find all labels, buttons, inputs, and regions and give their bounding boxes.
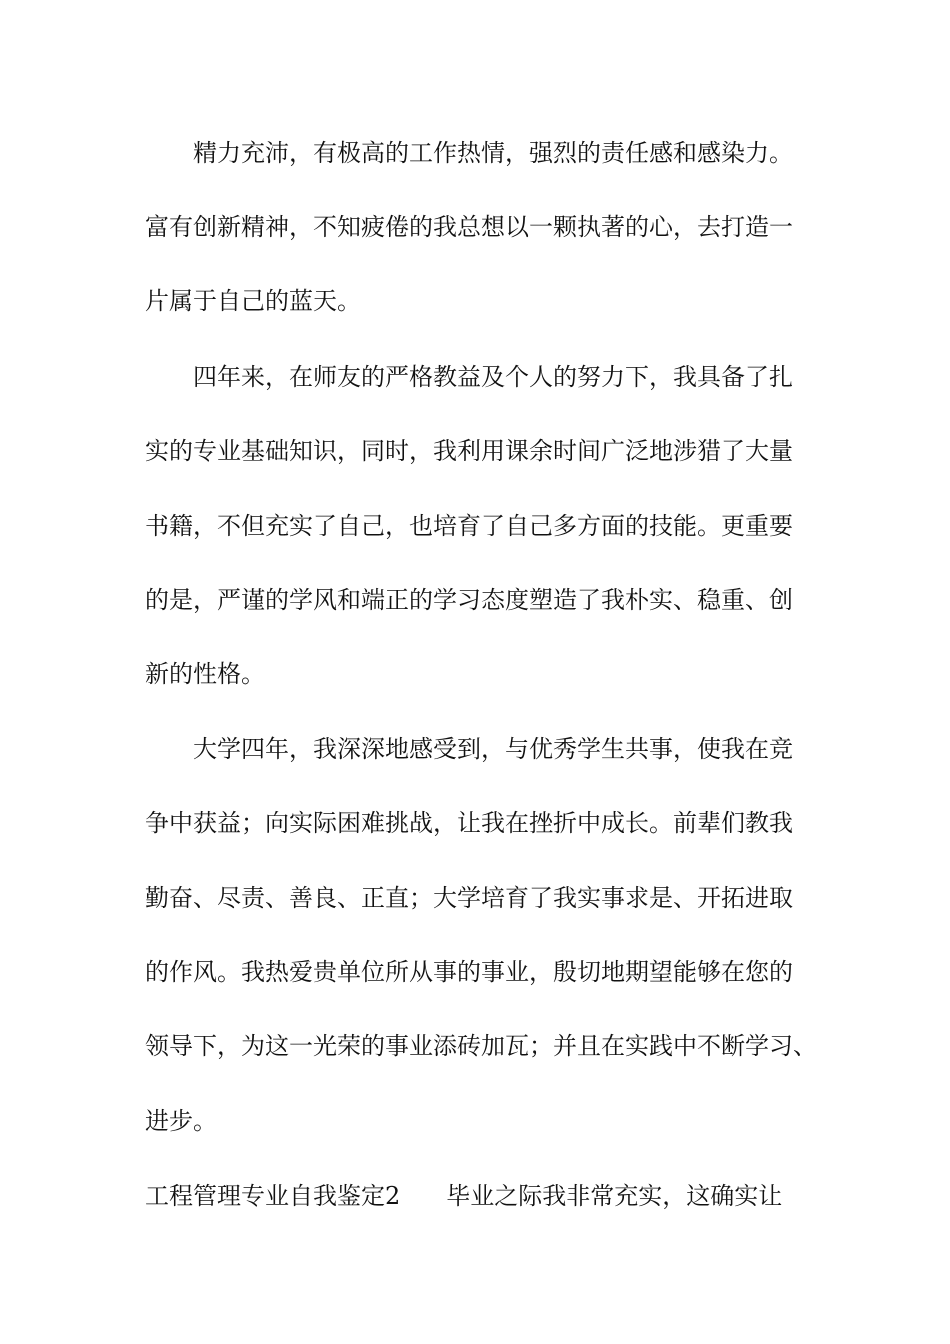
- paragraph-2-line-1: 四年来，在师友的严格教益及个人的努力下，我具备了扎: [193, 363, 793, 391]
- section-start-text: 毕业之际我非常充实，这确实让: [446, 1182, 783, 1210]
- section-title: 工程管理专业自我鉴定2: [145, 1182, 401, 1210]
- paragraph-1-line-3: 片属于自己的蓝天。: [145, 287, 361, 315]
- paragraph-3-line-1: 大学四年，我深深地感受到，与优秀学生共事，使我在竞: [193, 735, 793, 763]
- paragraph-3-line-5: 领导下，为这一光荣的事业添砖加瓦；并且在实践中不断学习、: [145, 1032, 817, 1060]
- paragraph-3-line-3: 勤奋、尽责、善良、正直；大学培育了我实事求是、开拓进取: [145, 884, 793, 912]
- paragraph-1-line-2: 富有创新精神，不知疲倦的我总想以一颗执著的心，去打造一: [145, 213, 793, 241]
- paragraph-1-line-1: 精力充沛，有极高的工作热情，强烈的责任感和感染力。: [193, 139, 793, 167]
- section-heading-line: [145, 1176, 825, 1216]
- paragraph-2-line-4: 的是，严谨的学风和端正的学习态度塑造了我朴实、稳重、创: [145, 586, 793, 614]
- paragraph-3-line-6: 进步。: [145, 1107, 217, 1135]
- paragraph-2-line-5: 新的性格。: [145, 660, 265, 688]
- paragraph-2-line-3: 书籍，不但充实了自己，也培育了自己多方面的技能。更重要: [145, 512, 793, 540]
- paragraph-2-line-2: 实的专业基础知识，同时，我利用课余时间广泛地涉猎了大量: [145, 437, 793, 465]
- paragraph-3-line-2: 争中获益；向实际困难挑战，让我在挫折中成长。前辈们教我: [145, 809, 793, 837]
- paragraph-3-line-4: 的作风。我热爱贵单位所从事的事业，殷切地期望能够在您的: [145, 958, 793, 986]
